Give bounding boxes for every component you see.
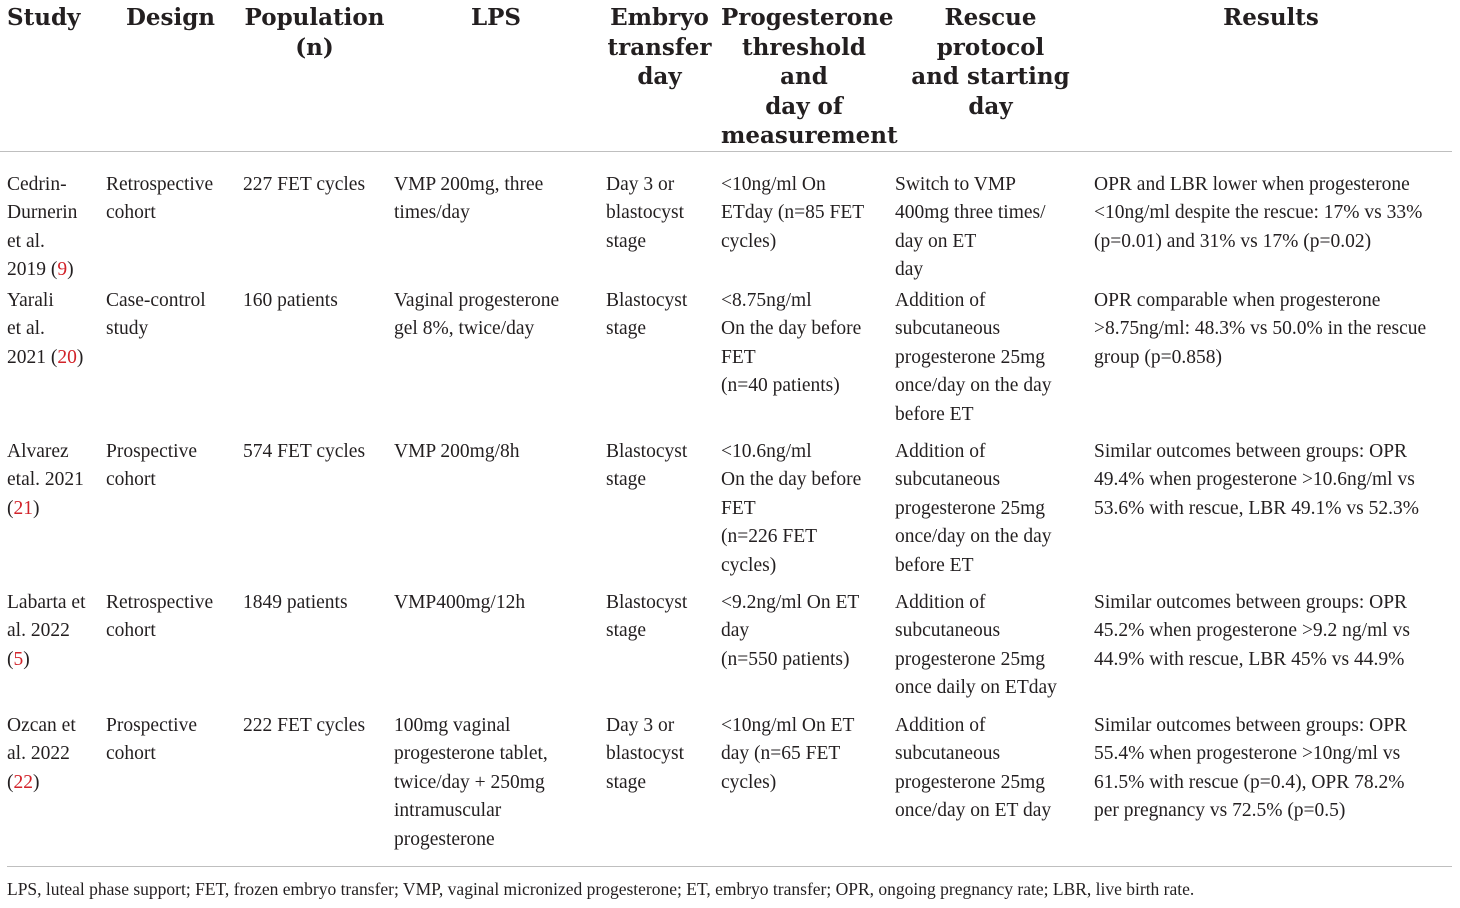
rescue-line: once/day on the day — [895, 375, 1052, 396]
cell-design — [102, 709, 239, 856]
results-line: Similar outcomes between groups: OPR — [1094, 440, 1408, 462]
rescue-line: once daily on ETday — [895, 677, 1057, 698]
cell-lps — [390, 285, 602, 436]
table-body — [0, 151, 1452, 856]
cell-study — [0, 709, 102, 856]
rescue-line: subcutaneous — [895, 318, 1001, 339]
rescue-line: progesterone 25mg — [895, 771, 1046, 793]
reference-close: ) — [33, 497, 40, 519]
rescue-line: subcutaneous — [895, 620, 1001, 641]
header-threshold-line: day of — [765, 92, 843, 120]
cell-population — [239, 709, 390, 856]
cell-population — [239, 587, 390, 709]
et-day-line: stage — [606, 771, 647, 793]
header-threshold-line: threshold and — [742, 33, 866, 90]
study-line: Durnerin — [7, 202, 78, 223]
study-line — [7, 769, 98, 798]
cell-et-day — [602, 709, 717, 856]
threshold-line: <9.2ng/ml On ET — [721, 591, 860, 613]
threshold-line: <10ng/ml On — [721, 173, 826, 195]
reference-link[interactable]: 9 — [57, 259, 68, 280]
rescue-line: before ET — [895, 403, 974, 425]
cell-population — [239, 285, 390, 436]
cell-et-day — [602, 285, 717, 436]
results-line: >8.75ng/ml: 48.3% vs 50.0% in the rescue — [1094, 318, 1427, 339]
results-line: Similar outcomes between groups: OPR — [1094, 714, 1408, 736]
threshold-line: cycles) — [721, 230, 777, 252]
results-line: 45.2% when progesterone >9.2 ng/ml vs — [1094, 620, 1410, 641]
rescue-line: once/day on ET day — [895, 800, 1052, 821]
rescue-line: Addition of — [895, 591, 986, 613]
header-threshold-line: measurement — [721, 122, 898, 149]
study-line — [7, 344, 98, 373]
rescue-line: day — [895, 259, 924, 280]
cell-lps — [390, 436, 602, 587]
cell-results — [1090, 285, 1452, 436]
study-line: et al. — [7, 318, 45, 339]
cell-et-day — [602, 436, 717, 587]
threshold-line: On the day before — [721, 469, 862, 490]
study-line: al. 2022 — [7, 743, 70, 764]
cell-rescue — [891, 151, 1090, 285]
reference-link[interactable]: 5 — [13, 648, 24, 670]
cell-study — [0, 587, 102, 709]
study-line: etal. 2021 — [7, 469, 84, 490]
study-line: Alvarez — [7, 440, 69, 462]
reference-link[interactable]: 21 — [13, 497, 33, 519]
header-rescue-line: and starting day — [911, 63, 1070, 120]
results-line: OPR and LBR lower when progesterone — [1094, 173, 1410, 195]
header-population-line: Population — [244, 4, 385, 31]
threshold-line: FET — [721, 346, 756, 368]
lps-line: Vaginal progesterone — [394, 289, 560, 311]
header-results: Results — [1223, 4, 1319, 31]
header-lps: LPS — [470, 4, 522, 31]
design-line: cohort — [106, 620, 156, 641]
design-line: Prospective — [106, 714, 197, 736]
study-line — [7, 646, 98, 675]
study-line: al. 2022 — [7, 620, 70, 641]
threshold-line: <10ng/ml On ET — [721, 714, 855, 736]
rescue-line: progesterone 25mg — [895, 497, 1046, 519]
cell-study — [0, 285, 102, 436]
et-day-line: Day 3 or — [606, 173, 675, 195]
threshold-line: (n=226 FET — [721, 526, 818, 547]
reference-link[interactable]: 22 — [13, 771, 33, 793]
et-day-line: Blastocyst — [606, 440, 688, 462]
et-day-line: blastocyst — [606, 743, 684, 764]
cell-threshold — [717, 151, 891, 285]
reference-close: ) — [76, 346, 84, 368]
study-line: Labarta et — [7, 591, 86, 613]
study-line-text: 2021 ( — [7, 346, 58, 368]
lps-line: times/day — [394, 202, 470, 223]
population-line: 574 FET cycles — [243, 440, 366, 462]
population-line: 1849 patients — [243, 591, 348, 613]
rescue-line: before ET — [895, 554, 974, 576]
design-line: Retrospective — [106, 173, 214, 195]
et-day-line: stage — [606, 318, 647, 339]
rescue-line: Addition of — [895, 714, 986, 736]
cell-results — [1090, 151, 1452, 285]
results-line: OPR comparable when progesterone — [1094, 289, 1381, 311]
cell-threshold — [717, 285, 891, 436]
rescue-line: day on ET — [895, 230, 977, 252]
et-day-line: Day 3 or — [606, 714, 675, 736]
design-line: Retrospective — [106, 591, 214, 613]
cell-results — [1090, 709, 1452, 856]
design-line: cohort — [106, 743, 156, 764]
cell-study — [0, 436, 102, 587]
table-row — [0, 151, 1452, 285]
cell-rescue — [891, 709, 1090, 856]
header-et-day-line: Embryo — [610, 4, 709, 31]
threshold-line: ETday (n=85 FET — [721, 202, 865, 223]
header-rescue-line: Rescue protocol — [936, 4, 1045, 61]
et-day-line: blastocyst — [606, 202, 684, 223]
threshold-line: day — [721, 620, 750, 641]
et-day-line: stage — [606, 620, 647, 641]
results-line: Similar outcomes between groups: OPR — [1094, 591, 1408, 613]
lps-line: gel 8%, twice/day — [394, 318, 535, 339]
results-line: 55.4% when progesterone >10ng/ml vs — [1094, 743, 1401, 764]
et-day-line: stage — [606, 469, 647, 490]
header-et-day-line: transfer — [607, 33, 712, 61]
cell-study — [0, 151, 102, 285]
rescue-line: Addition of — [895, 440, 986, 462]
lps-line: progesterone — [394, 828, 495, 850]
header-threshold — [717, 0, 898, 151]
table-footnote: LPS, luteal phase support; FET, frozen embryo transfer; VMP, vaginal micronized progesterone; ET, embryo transfer; OPR, ongoing pregnancy rate; LBR, live birth rate. — [7, 879, 1195, 899]
reference-close: ) — [33, 771, 40, 793]
rescue-line: 400mg three times/ — [895, 202, 1046, 223]
study-line-text: 2019 ( — [7, 259, 58, 280]
threshold-line: <8.75ng/ml — [721, 289, 812, 311]
population-line: 222 FET cycles — [243, 714, 366, 736]
cell-et-day — [602, 587, 717, 709]
cell-rescue — [891, 587, 1090, 709]
cell-lps — [390, 151, 602, 285]
header-rescue — [891, 0, 1090, 151]
reference-close: ) — [67, 259, 74, 280]
lps-line: VMP400mg/12h — [394, 591, 526, 613]
et-day-line: Blastocyst — [606, 591, 688, 613]
lps-line: progesterone tablet, — [394, 743, 548, 764]
results-line: 49.4% when progesterone >10.6ng/ml vs — [1094, 469, 1415, 490]
study-line: Ozcan et — [7, 714, 76, 736]
lps-line: intramuscular — [394, 800, 502, 821]
results-line: (p=0.01) and 31% vs 17% (p=0.02) — [1094, 230, 1372, 252]
design-line: Case-control — [106, 289, 206, 311]
population-line: 160 patients — [243, 289, 338, 311]
study-line: et al. — [7, 230, 45, 252]
cell-lps — [390, 587, 602, 709]
header-study: Study — [7, 4, 81, 31]
lps-line: 100mg vaginal — [394, 714, 511, 736]
header-design: Design — [125, 4, 216, 31]
header-population — [239, 0, 390, 151]
study-line-text: ( — [7, 648, 14, 670]
lps-line: VMP 200mg, three — [394, 173, 544, 195]
population-line: 227 FET cycles — [243, 173, 366, 195]
cell-rescue — [891, 436, 1090, 587]
cell-population — [239, 151, 390, 285]
threshold-line: day (n=65 FET — [721, 743, 841, 764]
threshold-line: <10.6ng/ml — [721, 440, 812, 462]
rescue-line: progesterone 25mg — [895, 346, 1046, 368]
threshold-line: (n=550 patients) — [721, 648, 850, 670]
reference-close: ) — [23, 648, 30, 670]
cell-design — [102, 587, 239, 709]
study-line: Yarali — [7, 289, 54, 311]
et-day-line: stage — [606, 230, 647, 252]
study-line-text: ( — [7, 497, 14, 519]
cell-design — [102, 151, 239, 285]
threshold-line: On the day before — [721, 318, 862, 339]
rescue-line: Switch to VMP — [895, 173, 1016, 195]
threshold-line: FET — [721, 497, 756, 519]
rescue-line: subcutaneous — [895, 469, 1001, 490]
cell-design — [102, 436, 239, 587]
header-et-day-line: day — [637, 63, 682, 90]
reference-link[interactable]: 20 — [57, 346, 77, 368]
study-line-text: ( — [7, 771, 14, 793]
study-line: Cedrin- — [7, 173, 67, 195]
cell-threshold — [717, 587, 891, 709]
cell-threshold — [717, 436, 891, 587]
header-population-line: (n) — [295, 33, 334, 61]
lps-line: twice/day + 250mg — [394, 771, 545, 793]
results-line: 44.9% with rescue, LBR 45% vs 44.9% — [1094, 648, 1405, 670]
design-line: cohort — [106, 469, 156, 490]
cell-results — [1090, 436, 1452, 587]
cell-rescue — [891, 285, 1090, 436]
design-line: Prospective — [106, 440, 197, 462]
table-row — [0, 709, 1452, 856]
footnote-divider — [7, 866, 1452, 867]
rescue-line: subcutaneous — [895, 743, 1001, 764]
lps-line: VMP 200mg/8h — [394, 440, 520, 462]
results-line: 53.6% with rescue, LBR 49.1% vs 52.3% — [1094, 497, 1419, 519]
results-line: per pregnancy vs 72.5% (p=0.5) — [1094, 800, 1346, 821]
threshold-line: cycles) — [721, 554, 777, 576]
design-line: cohort — [106, 202, 156, 223]
cell-lps — [390, 709, 602, 856]
results-line: <10ng/ml despite the rescue: 17% vs 33% — [1094, 202, 1423, 223]
cell-results — [1090, 587, 1452, 709]
study-line — [7, 256, 98, 285]
cell-population — [239, 436, 390, 587]
table-row — [0, 587, 1452, 709]
table-row — [0, 436, 1452, 587]
threshold-line: (n=40 patients) — [721, 375, 840, 396]
header-threshold-line: Progesterone — [721, 4, 894, 31]
study-line — [7, 495, 98, 524]
design-line: study — [106, 318, 149, 339]
rescue-line: progesterone 25mg — [895, 648, 1046, 670]
et-day-line: Blastocyst — [606, 289, 688, 311]
results-line: 61.5% with rescue (p=0.4), OPR 78.2% — [1094, 771, 1405, 793]
results-line: group (p=0.858) — [1094, 346, 1222, 368]
table-row — [0, 285, 1452, 436]
cell-et-day — [602, 151, 717, 285]
header-et-day — [602, 0, 717, 151]
rescue-line: once/day on the day — [895, 526, 1052, 547]
cell-design — [102, 285, 239, 436]
rescue-line: Addition of — [895, 289, 986, 311]
header-row — [0, 0, 1452, 151]
cell-threshold — [717, 709, 891, 856]
threshold-line: cycles) — [721, 771, 777, 793]
